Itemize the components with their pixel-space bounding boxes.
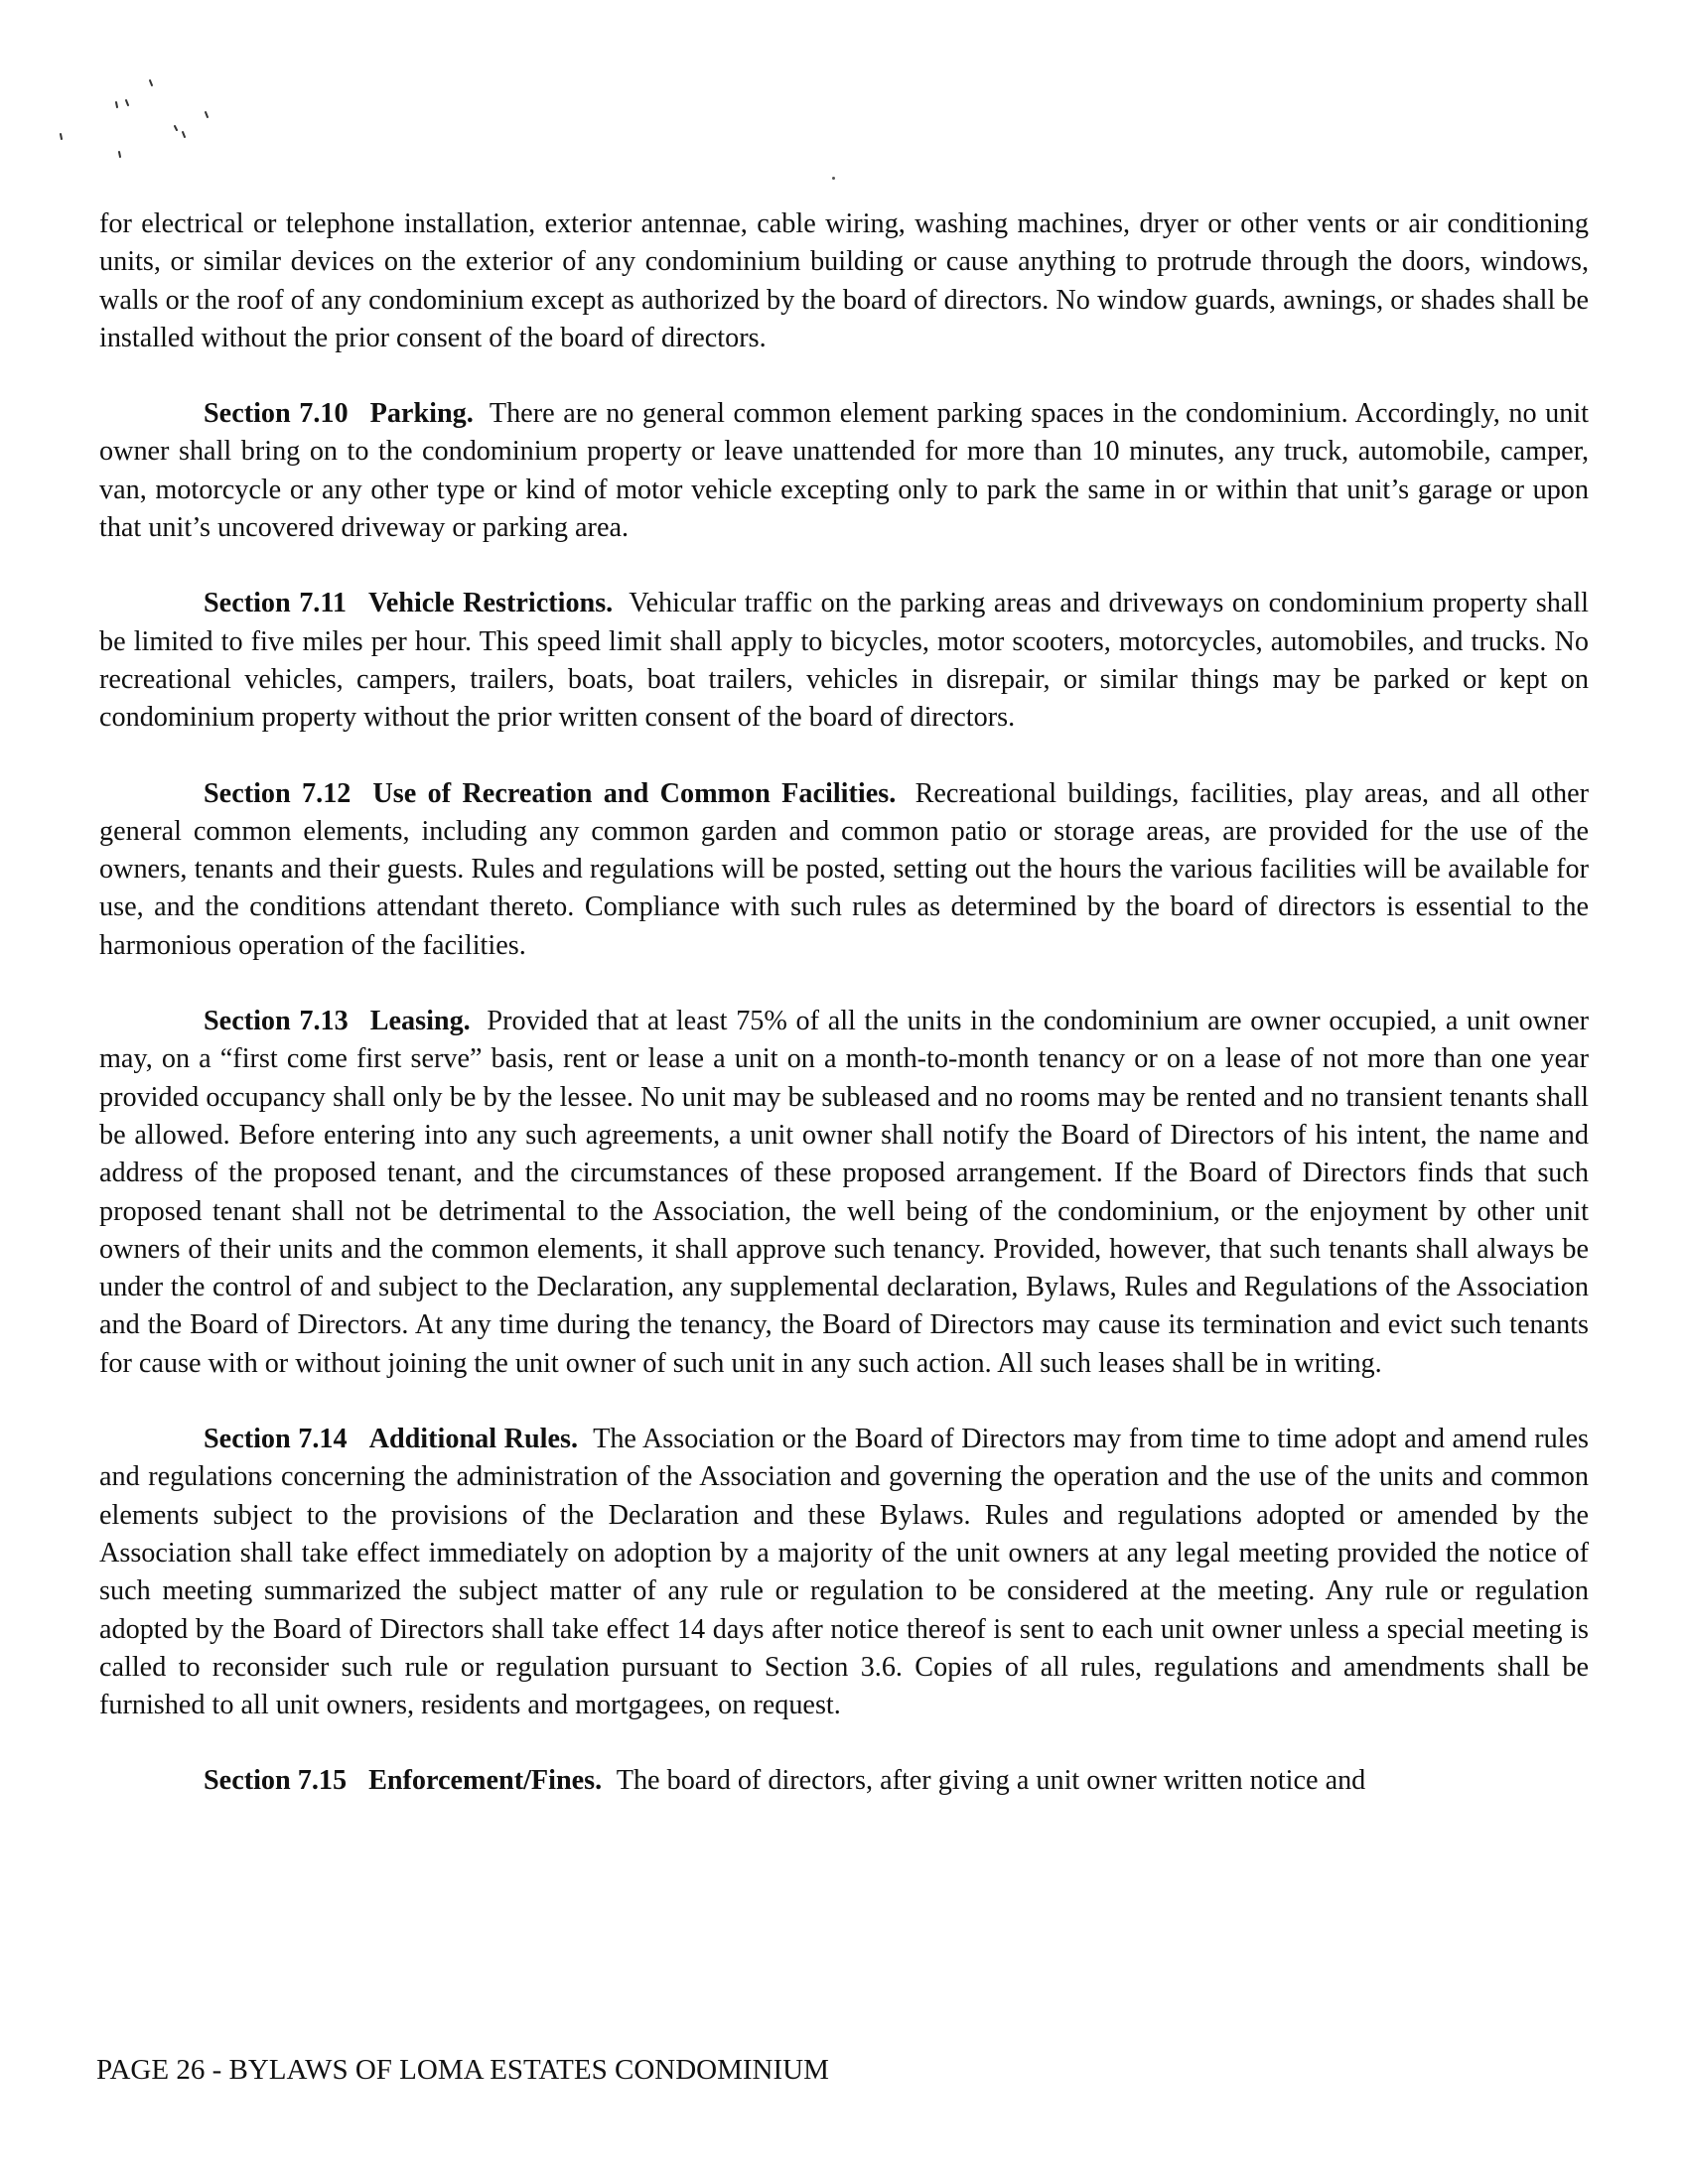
document-body (99, 205, 1589, 1801)
section-text: Vehicular traffic on the parking areas and driveways on condominium property shall be limited to five miles per hour. This speed limit shall apply to bicycles, motor scooters, motorcycles, automobiles, and trucks. No recreational vehicles, campers, trailers, boats, boat trailers, vehicles in disrepair, or similar things may be parked or kept on condominium property without the prior written consent of the board of directors. (99, 588, 1589, 734)
section-number: Section 7.12 (204, 777, 352, 809)
opening-paragraph: for electrical or telephone installation, exterior antennae, cable wiring, washing machines, dryer or other vents or air conditioning units, or similar devices on the exterior of any condominium building or cause anything to protrude through the doors, windows, walls or the roof of any condominium except as authorized by the board of directors. No window guards, awnings, or shades shall be installed without the prior consent of the board of directors. (99, 208, 1589, 353)
section-title: Use of Recreation and Common Facilities. (372, 777, 897, 809)
page-footer: PAGE 26 - BYLAWS OF LOMA ESTATES CONDOMINIUM (96, 2054, 829, 2086)
section-7-12 (99, 775, 1589, 965)
scan-speck-dot (832, 177, 835, 180)
section-number: Section 7.14 (204, 1424, 348, 1455)
section-number: Section 7.13 (204, 1006, 349, 1037)
section-text: Recreational buildings, facilities, play areas, and all other general common elements, including any common garden and common patio or storage areas, are provided for the use of the owners, tenants and their guests. Rules and regulations will be posted, setting out the hours the various facilities will be available for use, and the conditions attendant thereto. Compliance with such rules as determined by the board of directors is essential to the harmonious operation of the facilities. (99, 777, 1589, 961)
section-title: Leasing. (369, 1006, 471, 1037)
section-title: Vehicle Restrictions. (367, 588, 614, 619)
section-7-13 (99, 1003, 1589, 1383)
section-number: Section 7.11 (204, 588, 347, 619)
section-title: Parking. (369, 398, 474, 430)
section-number: Section 7.10 (204, 398, 349, 430)
section-text: The board of directors, after giving a unit owner written notice and (616, 1765, 1366, 1797)
section-7-15 (99, 1762, 1589, 1800)
section-7-10 (99, 395, 1589, 547)
section-title: Enforcement/Fines. (368, 1765, 603, 1797)
section-text: There are no general common element parking spaces in the condominium. Accordingly, no unit owner shall bring on to the condominium property or leave unattended for more than 10 minutes, any truck, automobile, camper, van, motorcycle or any other type or kind of motor vehicle excepting only to park the same in or within that unit’s garage or upon that unit’s uncovered driveway or parking area. (99, 398, 1590, 544)
section-number: Section 7.15 (204, 1765, 348, 1797)
section-title: Additional Rules. (368, 1424, 579, 1455)
section-text: Provided that at least 75% of all the units in the condominium are owner occupied, a unit owner may, on a “first come first serve” basis, rent or lease a unit on a month-to-month tenancy or on a lease of not more than one year provided occupancy shall only be by the lessee. No unit may be subleased and no rooms may be rented and no transient tenants shall be allowed. Before entering into any such agreements, a unit owner shall notify the Board of Directors of his intent, the name and address of the proposed tenant, and the circumstances of these proposed arrangement. If the Board of Directors finds that such proposed tenant shall not be detrimental to the Association, the well being of the condominium, or the enjoyment by other unit owners of their units and the common elements, it shall approve such tenancy. Provided, however, that such tenants shall always be under the control of and subject to the Declaration, any supplemental declaration, Bylaws, Rules and Regulations of the Association and the Board of Directors. At any time during the tenancy, the Board of Directors may cause its termination and evict such tenants for cause with or without joining the unit owner of such unit in any such action. All such leases shall be in writing. (99, 1006, 1590, 1379)
section-text: The Association or the Board of Directors may from time to time adopt and amend rules and regulations concerning the administration of the Association and governing the operation and the use of the units and common elements subject to the provisions of the Declaration and these Bylaws. Rules and regulations adopted or amended by the Association shall take effect immediately on adoption by a majority of the unit owners at any legal meeting provided the notice of such meeting summarized the subject matter of any rule or regulation to be considered at the meeting. Any rule or regulation adopted by the Board of Directors shall take effect 14 days after notice thereof is sent to each unit owner unless a special meeting is called to reconsider such rule or regulation pursuant to Section 3.6. Copies of all rules, regulations and amendments shall be furnished to all unit owners, residents and mortgagees, on request. (99, 1424, 1589, 1721)
section-7-14 (99, 1421, 1589, 1724)
scan-speck-marks (55, 74, 233, 174)
section-7-11 (99, 585, 1589, 737)
